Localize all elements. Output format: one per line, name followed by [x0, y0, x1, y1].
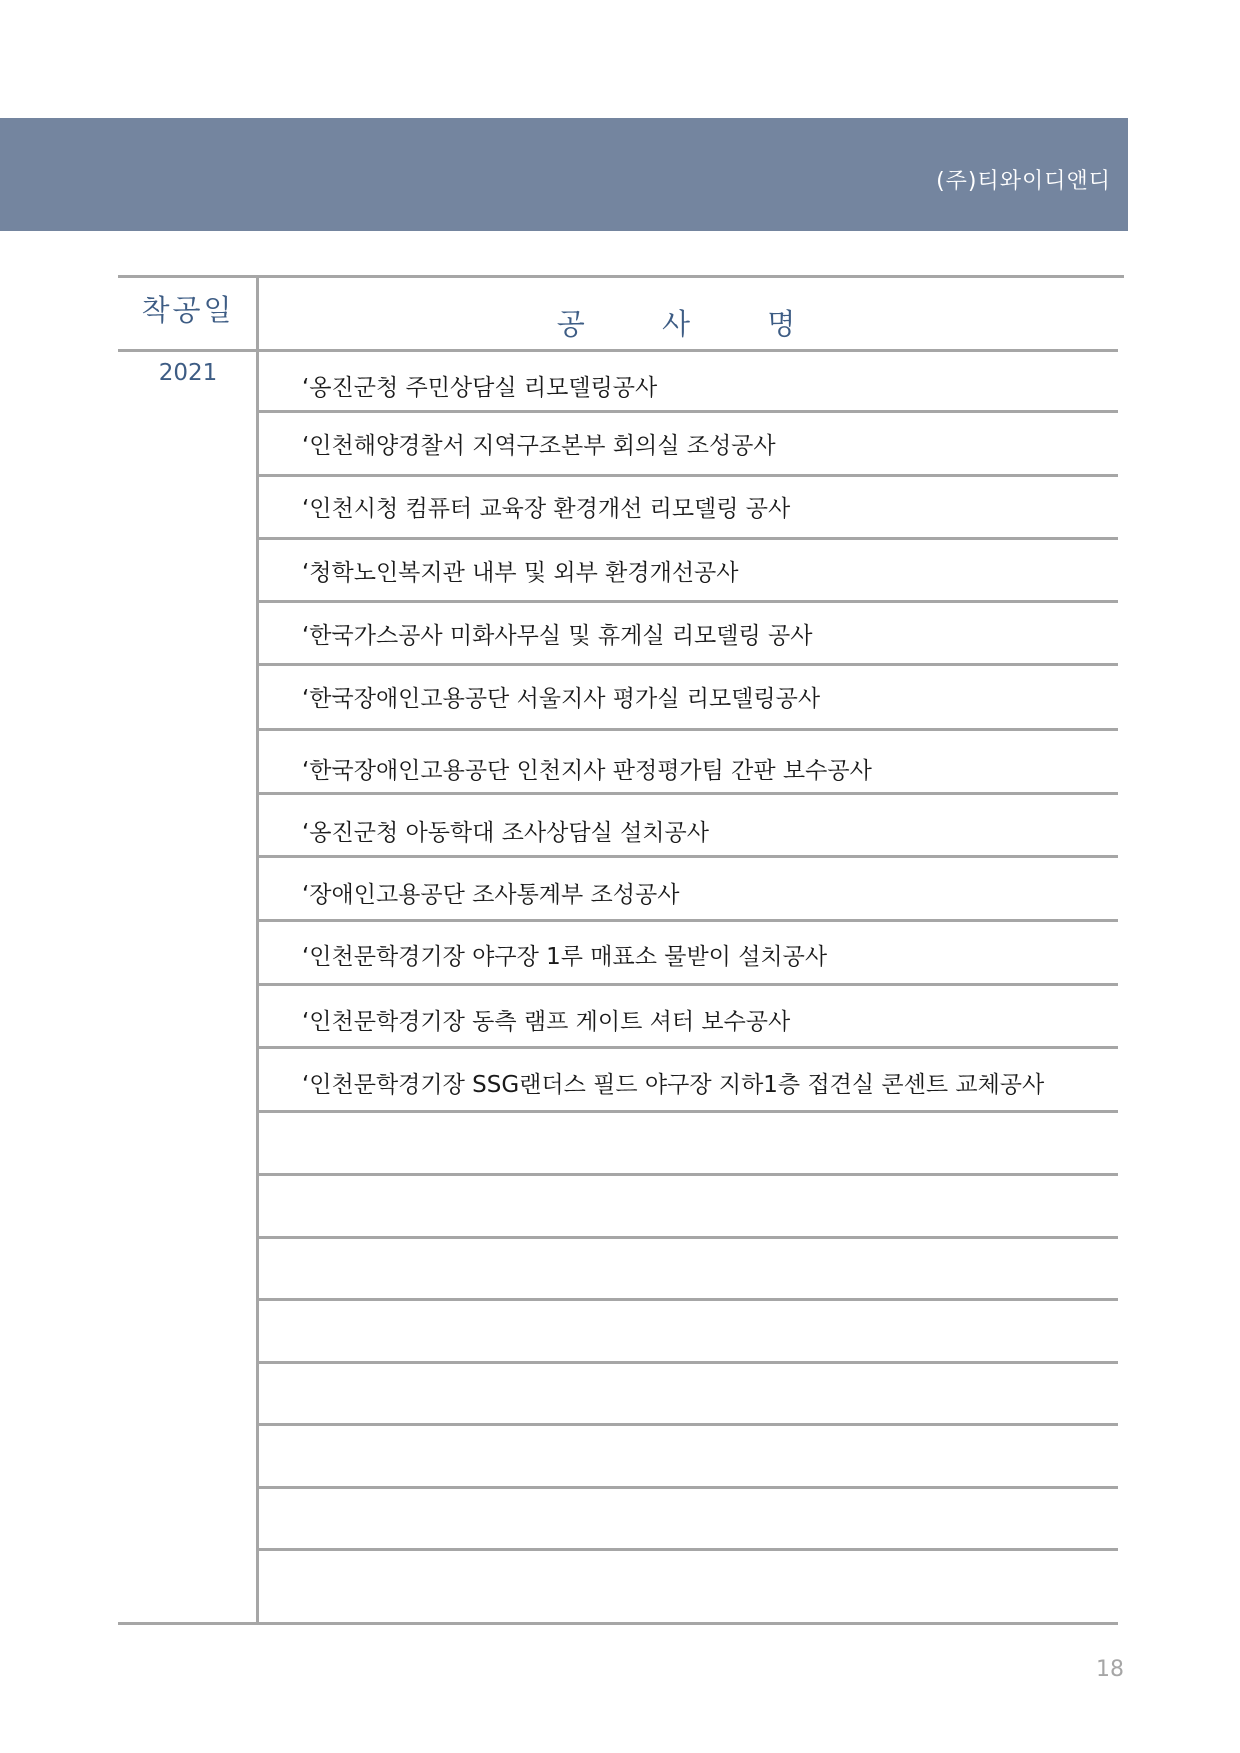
project-row: ‘인천문학경기장 동측 램프 게이트 셔터 보수공사 — [302, 1009, 791, 1035]
project-row: ‘한국가스공사 미화사무실 및 휴게실 리모델링 공사 — [302, 623, 813, 649]
row-separator — [259, 1361, 1118, 1364]
column-header-date: 착공일 — [141, 293, 235, 327]
project-row: ‘인천문학경기장 SSG랜더스 필드 야구장 지하1층 접견실 콘센트 교체공사 — [302, 1072, 1045, 1098]
project-row: ‘옹진군청 아동학대 조사상담실 설치공사 — [302, 820, 709, 846]
project-row: ‘인천해양경찰서 지역구조본부 회의실 조성공사 — [302, 433, 776, 459]
project-row: ‘장애인고용공단 조사통계부 조성공사 — [302, 882, 680, 908]
header-banner — [0, 118, 1128, 231]
row-separator — [259, 474, 1118, 477]
company-name: (주)티와이디앤디 — [936, 169, 1111, 194]
row-separator — [259, 1548, 1118, 1551]
start-year: 2021 — [158, 360, 218, 386]
project-row: ‘인천시청 컴퓨터 교육장 환경개선 리모델링 공사 — [302, 496, 791, 522]
row-separator — [259, 1046, 1118, 1049]
row-separator — [259, 792, 1118, 795]
row-separator — [259, 919, 1118, 922]
header-bottom-border — [118, 349, 1118, 352]
row-separator — [259, 1236, 1118, 1239]
project-row: ‘인천문학경기장 야구장 1루 매표소 물받이 설치공사 — [302, 944, 828, 970]
project-row: ‘한국장애인고용공단 서울지사 평가실 리모델링공사 — [302, 686, 821, 712]
column-header-project-name: 공 사 명 — [556, 307, 830, 341]
column-divider — [256, 275, 259, 1624]
row-separator — [259, 1486, 1118, 1489]
table-bottom-border — [118, 1622, 1118, 1625]
project-row: ‘청학노인복지관 내부 및 외부 환경개선공사 — [302, 560, 739, 586]
row-separator — [259, 1423, 1118, 1426]
row-separator — [259, 855, 1118, 858]
row-separator — [259, 1173, 1118, 1176]
project-row: ‘옹진군청 주민상담실 리모델링공사 — [302, 375, 658, 401]
row-separator — [259, 537, 1118, 540]
row-separator — [259, 410, 1118, 413]
table-top-border — [118, 275, 1124, 278]
row-separator — [259, 1110, 1118, 1113]
page-number: 18 — [1096, 1657, 1124, 1682]
row-separator — [259, 600, 1118, 603]
row-separator — [259, 1298, 1118, 1301]
row-separator — [259, 728, 1118, 731]
project-row: ‘한국장애인고용공단 인천지사 판정평가팀 간판 보수공사 — [302, 758, 872, 784]
row-separator — [259, 663, 1118, 666]
row-separator — [259, 983, 1118, 986]
